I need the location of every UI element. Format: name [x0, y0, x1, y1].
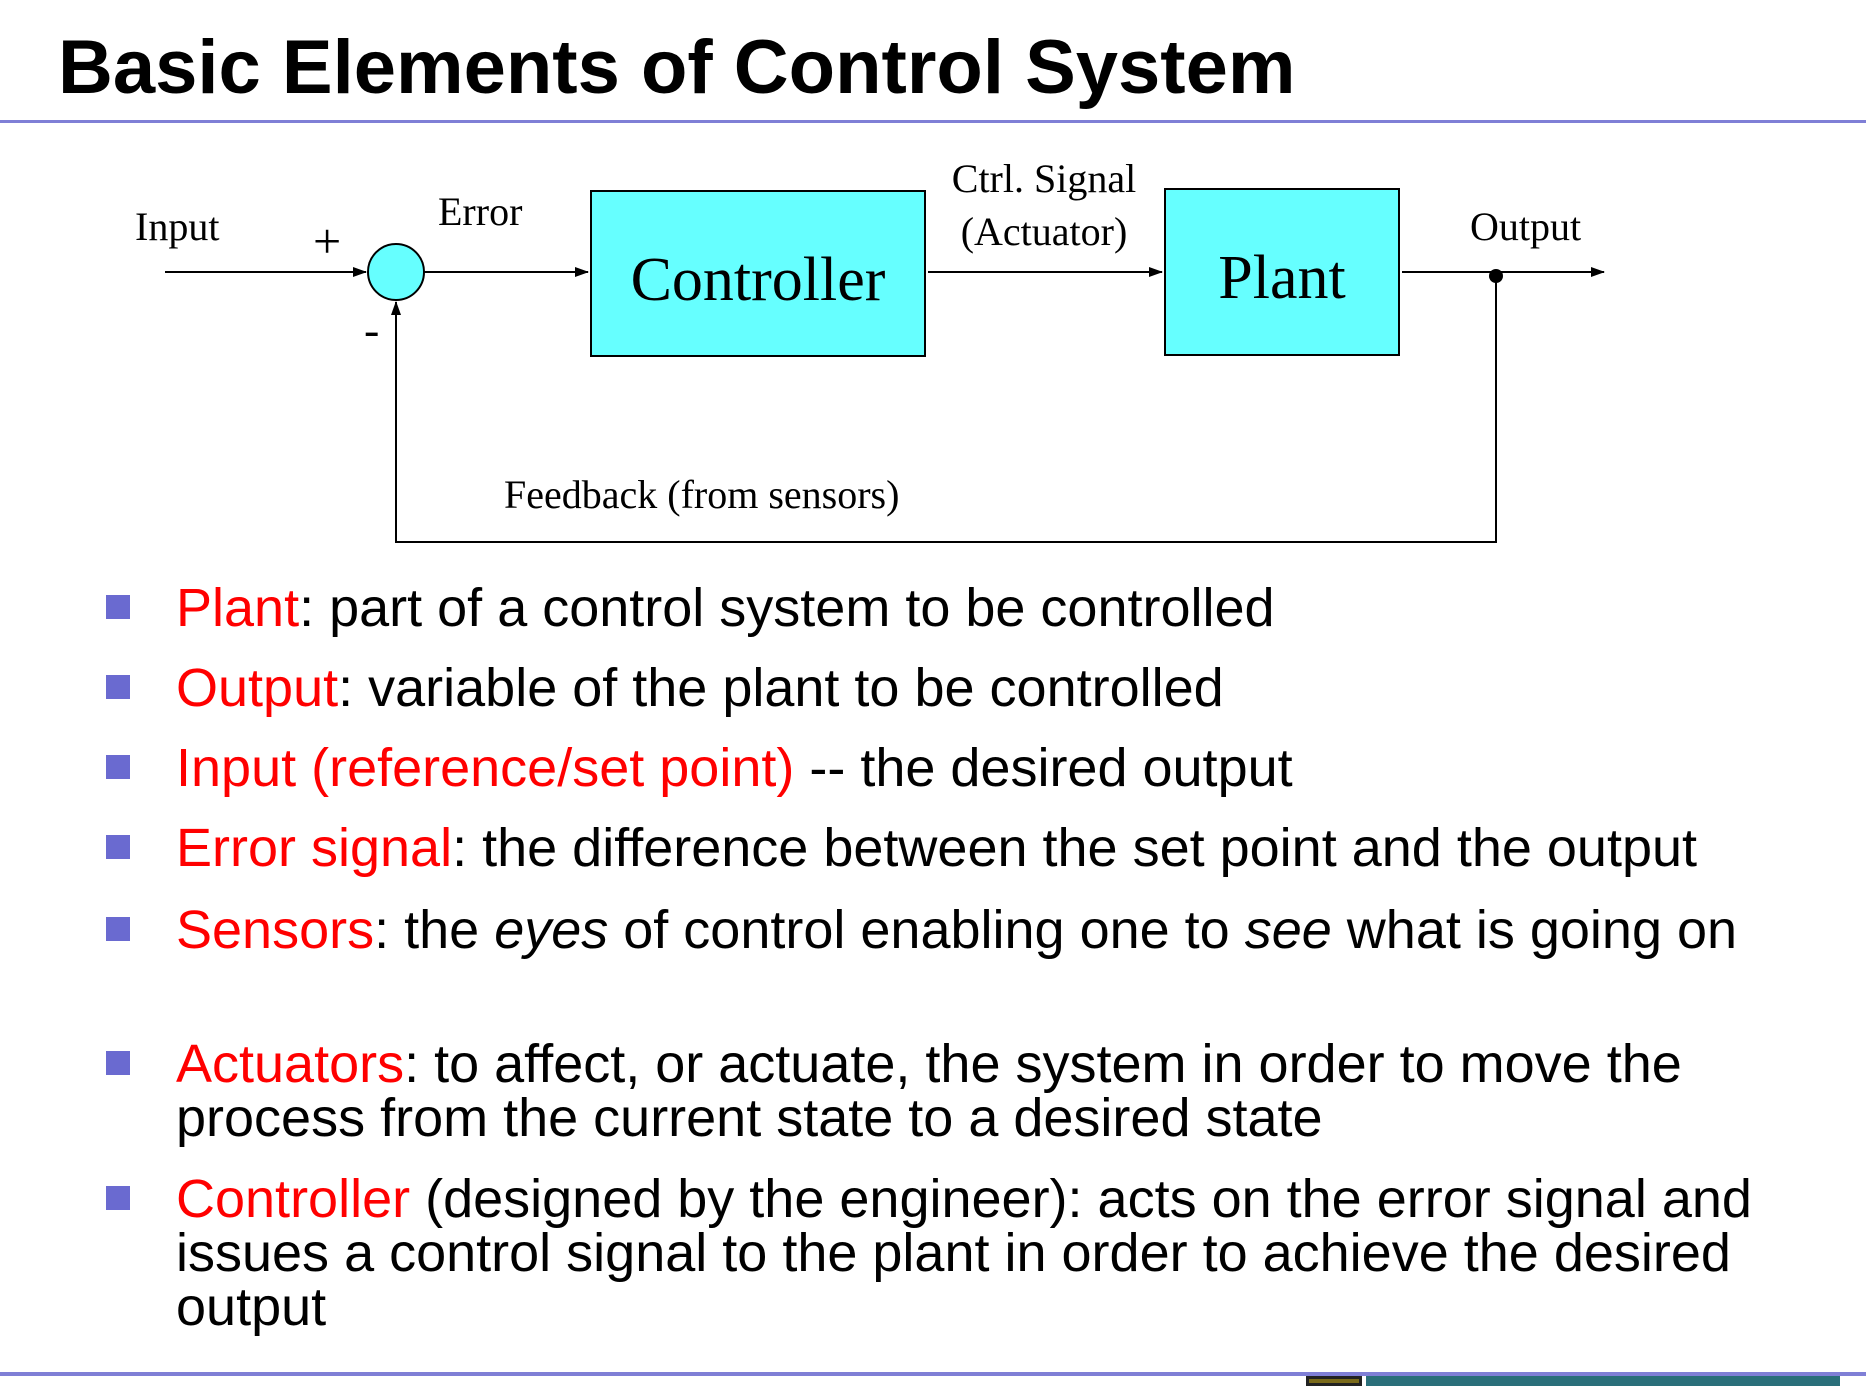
definition-sensors-part-a: : the [374, 900, 495, 960]
term-sensors: Sensors [176, 900, 375, 960]
definition-sensors-part-b: of control enabling one to [608, 900, 1245, 960]
definition-sensors-eyes: eyes [494, 900, 609, 960]
input-label: Input [135, 204, 220, 249]
definition-controller: (designed by the engineer): acts on the error signal and issues a control signal to the plant in order to achieve the desired output [176, 1169, 1752, 1337]
term-input: Input (reference/set point) [176, 738, 795, 798]
ctrl-signal-label: Ctrl. Signal [951, 156, 1137, 201]
bullet-square-icon [106, 1051, 130, 1075]
plant-label: Plant [1218, 244, 1346, 312]
minus-sign: - [364, 304, 380, 355]
plus-sign: + [313, 213, 342, 269]
definition-sensors-see: see [1244, 900, 1332, 960]
bullet-square-icon [106, 835, 130, 859]
output-label: Output [1470, 204, 1582, 249]
actuator-label: (Actuator) [960, 209, 1128, 254]
definition-error-signal: : the difference between the set point and the output [452, 818, 1698, 878]
corner-logo-icon [1306, 1376, 1362, 1386]
term-output: Output [176, 658, 339, 718]
term-actuators: Actuators [176, 1034, 405, 1094]
definition-actuators: : to affect, or actuate, the system in order to move the process from the current state to a desired state [176, 1034, 1682, 1148]
list-item-error-signal [176, 818, 1776, 878]
bullet-square-icon [106, 755, 130, 779]
controller-label: Controller [630, 246, 886, 314]
bullet-square-icon [106, 1186, 130, 1210]
list-item-input [176, 738, 1776, 798]
list-item-sensors [176, 900, 1776, 960]
term-controller: Controller [176, 1169, 411, 1229]
feedback-label: Feedback (from sensors) [504, 472, 900, 517]
error-label: Error [438, 189, 523, 234]
definition-sensors-part-c: what is going on [1331, 900, 1738, 960]
bullet-square-icon [106, 675, 130, 699]
slide-title: Basic Elements of Control System [58, 25, 1296, 110]
corner-strip [1366, 1376, 1840, 1386]
list-item-actuators [176, 1034, 1776, 1148]
term-plant: Plant [176, 578, 300, 638]
bullet-square-icon [106, 917, 130, 941]
bullet-square-icon [106, 595, 130, 619]
list-item-output [176, 658, 1776, 718]
definition-plant: : part of a control system to be controlled [299, 578, 1275, 638]
definition-output: : variable of the plant to be controlled [338, 658, 1224, 718]
list-item-controller [176, 1169, 1776, 1337]
definition-input: -- the desired output [794, 738, 1293, 798]
list-item-plant [176, 578, 1776, 638]
term-error-signal: Error signal [176, 818, 453, 878]
